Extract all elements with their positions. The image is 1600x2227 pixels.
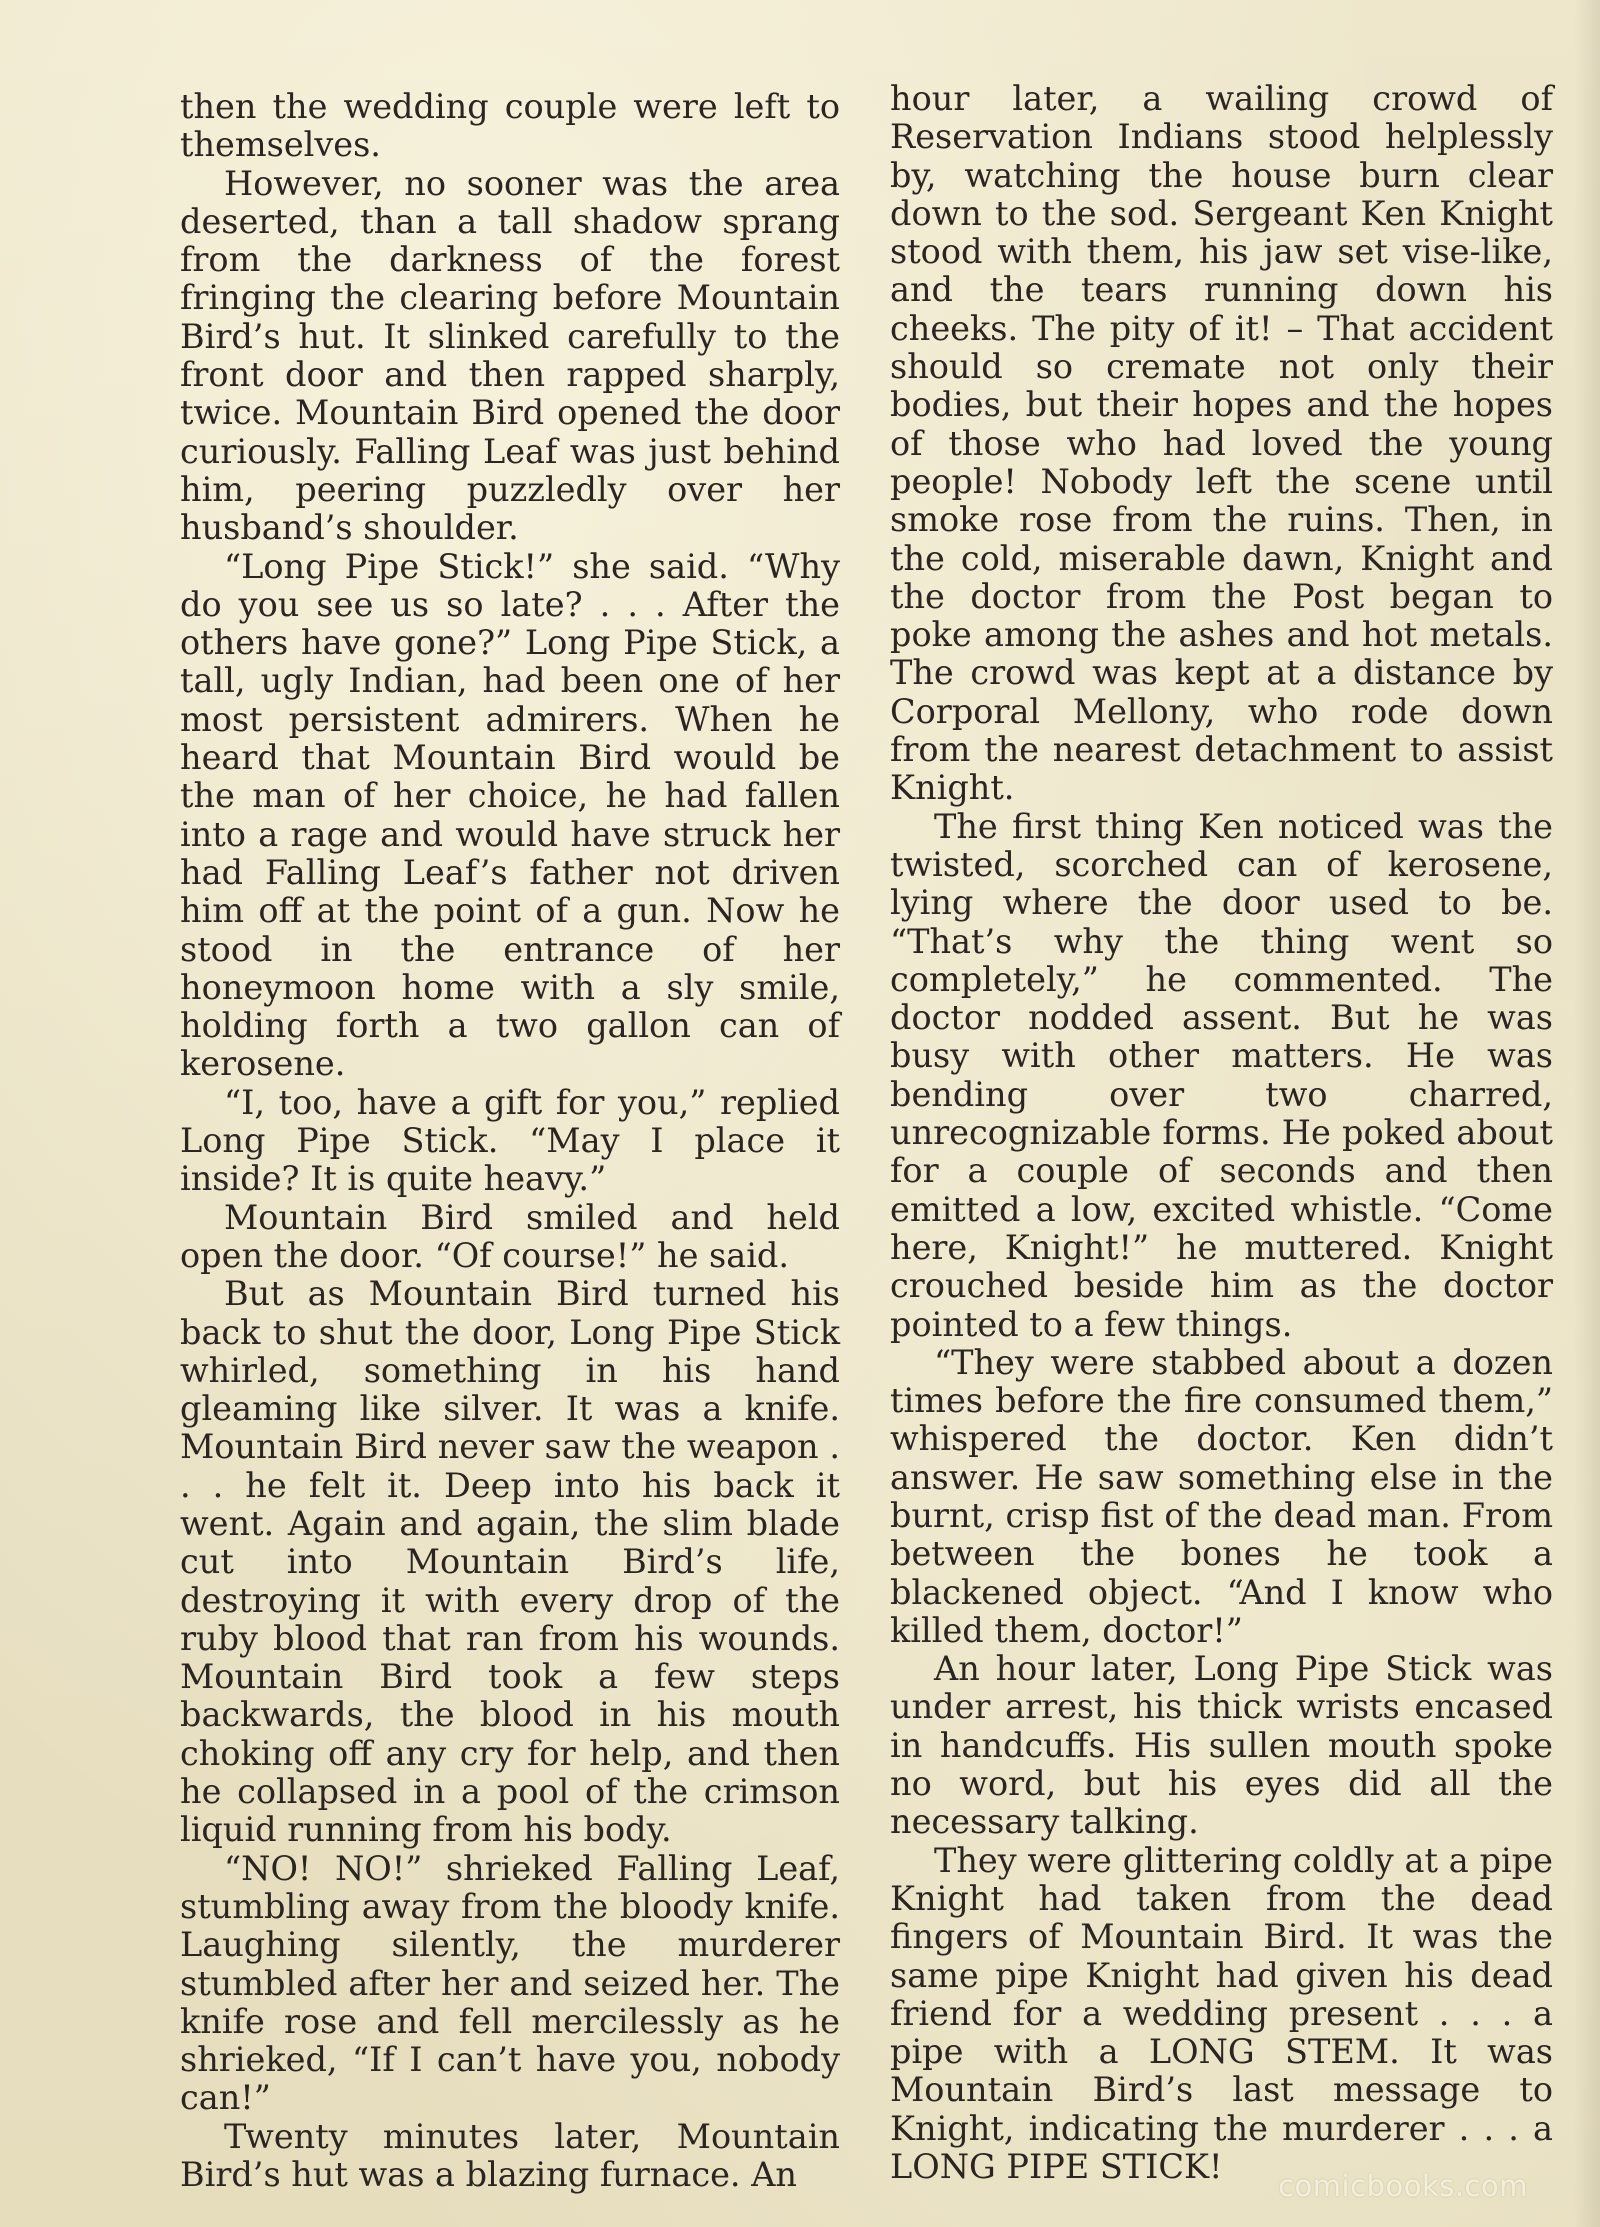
story-paragraph: An hour later, Long Pipe Stick was under arrest, his thick wrists encased in handcuffs. His sullen mouth spoke no word, but his eyes did all the necessary talking. bbox=[890, 1649, 1553, 1842]
story-paragraph: “I, too, have a gift for you,” replied Long Pipe Stick. “May I place it inside? It is quite heavy.” bbox=[180, 1082, 840, 1199]
site-watermark: comicbooks.com bbox=[1278, 2169, 1528, 2203]
story-paragraph: “Long Pipe Stick!” she said. “Why do you see us so late? . . . After the others have gone?” Long Pipe Stick, a tall, ugly Indian, had been one of her most persistent admirers. When he heard that Mountain Bird would be the man of her choice, he had fallen into a rage and would have struck her had Falling Leaf’s father not driven him off at the point of a gun. Now he stood in the entrance of her honeymoon home with a sly smile, holding forth a two gallon can of kerosene. bbox=[180, 546, 840, 1084]
story-paragraph: They were glittering coldly at a pipe Knight had taken from the dead fingers of Mountain Bird. It was the same pipe Knight had given his dead friend for a wedding present . . . a pipe with a LONG STEM. It was Mountain Bird’s last message to Knight, indicating the murderer . . . a LONG PIPE STICK! bbox=[890, 1840, 1553, 2187]
story-paragraph: then the wedding couple were left to themselves. bbox=[180, 87, 840, 165]
story-paragraph: “They were stabbed about a dozen times before the fire consumed them,” whispered the doctor. Ken didn’t answer. He saw something else in the burnt, crisp fist of the dead man. From between the bones he took a blackened object. “And I know who killed them, doctor!” bbox=[890, 1342, 1553, 1650]
story-paragraph: The first thing Ken noticed was the twisted, scorched can of kerosene, lying where the door used to be. “That’s why the thing went so completely,” he commented. The doctor nodded assent. But he was busy with other matters. He was bending over two charred, unrecognizable forms. He poked about for a couple of seconds and then emitted a low, excited whistle. “Come here, Knight!” he muttered. Knight crouched beside him as the doctor pointed to a few things. bbox=[890, 806, 1553, 1344]
story-paragraph: hour later, a wailing crowd of Reservation Indians stood helplessly by, watching the house burn clear down to the sod. Sergeant Ken Knight stood with them, his jaw set vise-like, and the tears running down his cheeks. The pity of it! – That accident should so cremate not only their bodies, but their hopes and the hopes of those who had loved the young people! Nobody left the scene until smoke rose from the ruins. Then, in the cold, miserable dawn, Knight and the doctor from the Post began to poke among the ashes and hot metals. The crowd was kept at a distance by Corporal Mellony, who rode down from the nearest detachment to assist Knight. bbox=[890, 79, 1553, 808]
right-text-column bbox=[890, 80, 1553, 2186]
story-paragraph: Mountain Bird smiled and held open the door. “Of course!” he said. bbox=[180, 1197, 840, 1275]
story-paragraph: Twenty minutes later, Mountain Bird’s hut was a blazing furnace. An bbox=[180, 2116, 840, 2195]
story-paragraph: “NO! NO!” shrieked Falling Leaf, stumbling away from the bloody knife. Laughing silently, the murderer stumbled after her and seized her. The knife rose and fell mercilessly as he shrieked, “If I can’t have you, nobody can!” bbox=[180, 1848, 840, 2118]
left-text-column bbox=[180, 88, 840, 2194]
story-paragraph: However, no sooner was the area deserted, than a tall shadow sprang from the darkness of the forest fringing the clearing before Mountain Bird’s hut. It slinked carefully to the front door and then rapped sharply, twice. Mountain Bird opened the door curiously. Falling Leaf was just behind him, peering puzzledly over her husband’s shoulder. bbox=[180, 163, 840, 548]
story-paragraph: But as Mountain Bird turned his back to shut the door, Long Pipe Stick whirled, something in his hand gleaming like silver. It was a knife. Mountain Bird never saw the weapon . . . he felt it. Deep into his back it went. Again and again, the slim blade cut into Mountain Bird’s life, destroying it with every drop of the ruby blood that ran from his wounds. Mountain Bird took a few steps backwards, the blood in his mouth choking off any cry for help, and then he collapsed in a pool of the crimson liquid running from his body. bbox=[180, 1274, 840, 1850]
